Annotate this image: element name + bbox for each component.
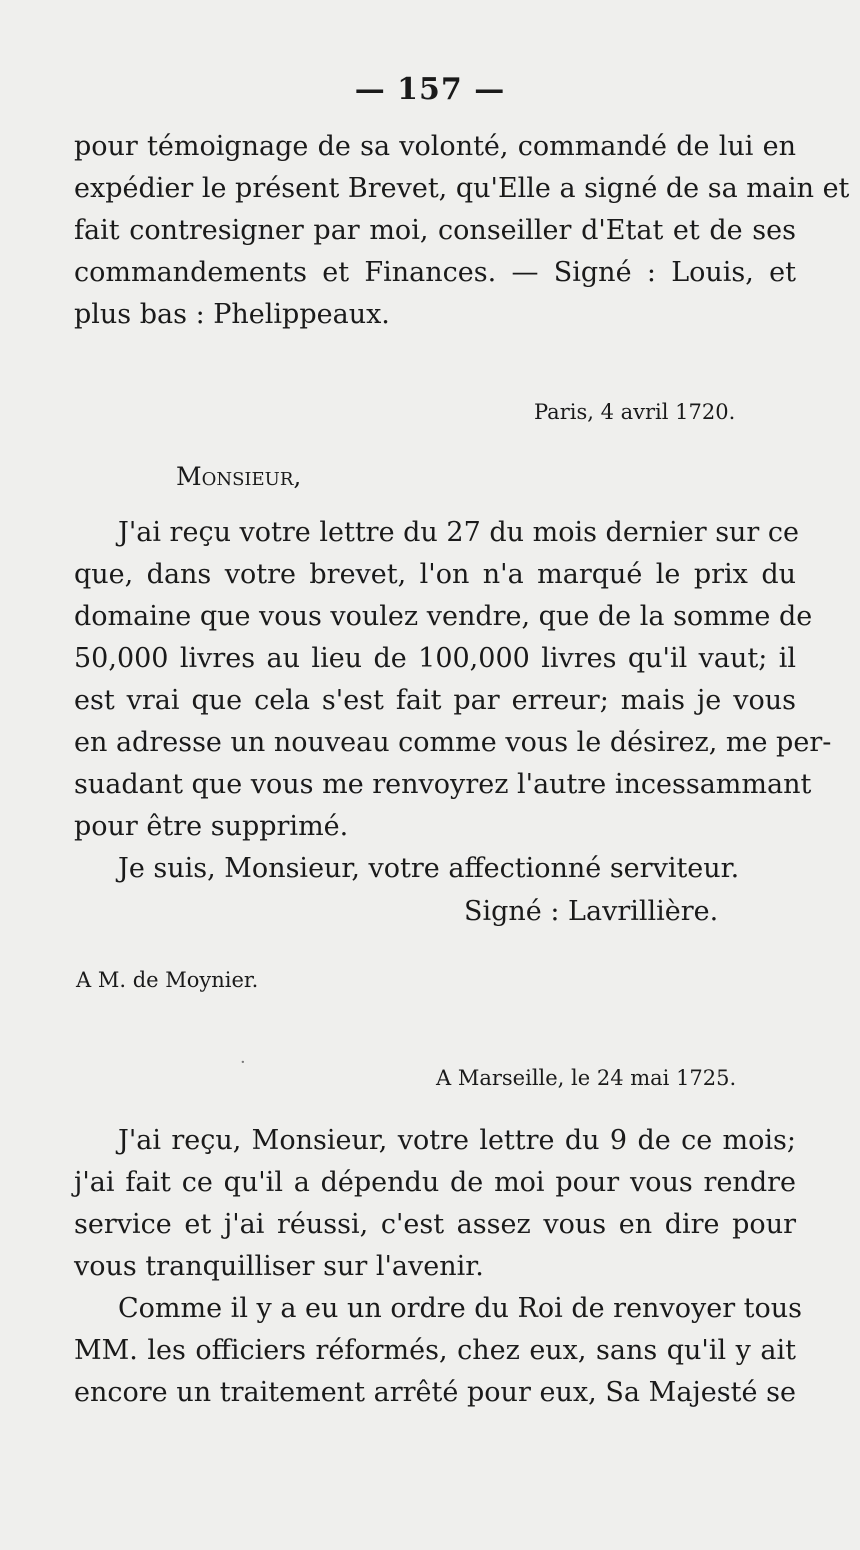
text-line: domaine que vous voulez vendre, que de la somme de (74, 601, 813, 632)
letter2-body (74, 1120, 803, 1414)
text-line: fait contresigner par moi, conseiller d'Etat et de ses (74, 215, 796, 246)
letter1-recipient: A M. de Moynier. (76, 968, 259, 992)
text-line: encore un traitement arrêté pour eux, Sa Majesté se (74, 1377, 796, 1408)
letter2-date: A Marseille, le 24 mai 1725. (436, 1066, 737, 1090)
text-line: en adresse un nouveau comme vous le désirez, me per- (74, 727, 832, 758)
text-line: Comme il y a eu un ordre du Roi de renvoyer tous (118, 1293, 803, 1324)
text-line: J'ai reçu votre lettre du 27 du mois dernier sur ce (118, 517, 800, 548)
text-line: 50,000 livres au lieu de 100,000 livres qu'il vaut; il (74, 643, 796, 674)
text-line: pour être supprimé. (74, 811, 349, 842)
page-number: — 157 — (354, 72, 506, 107)
text-line: plus bas : Phelippeaux. (74, 299, 390, 330)
text-line: que, dans votre brevet, l'on n'a marqué le prix du (74, 559, 796, 590)
letter1-closing: Je suis, Monsieur, votre affectionné serviteur. (118, 853, 740, 884)
paragraph-brevet (74, 126, 850, 336)
text-line: MM. les officiers réformés, chez eux, sans qu'il y ait (74, 1335, 796, 1366)
letter1-signature: Signé : Lavrillière. (464, 896, 719, 927)
text-line: J'ai reçu, Monsieur, votre lettre du 9 de ce mois; (118, 1125, 796, 1156)
text-line: vous tranquilliser sur l'avenir. (74, 1251, 484, 1282)
text-line: commandements et Finances. — Signé : Louis, et (74, 257, 796, 288)
text-line: est vrai que cela s'est fait par erreur; mais je vous (74, 685, 796, 716)
text-line: j'ai fait ce qu'il a dépendu de moi pour vous rendre (74, 1167, 796, 1198)
text-line: service et j'ai réussi, c'est assez vous en dire pour (74, 1209, 796, 1240)
letter1-greeting: Monsieur, (176, 462, 302, 491)
text-line: pour témoignage de sa volonté, commandé de lui en (74, 131, 796, 162)
letter1-date: Paris, 4 avril 1720. (534, 400, 736, 424)
text-line: suadant que vous me renvoyrez l'autre incessammant (74, 769, 812, 800)
text-line: expédier le présent Brevet, qu'Elle a signé de sa main et (74, 173, 850, 204)
letter1-body (74, 512, 832, 890)
print-speck: · (240, 1052, 246, 1073)
